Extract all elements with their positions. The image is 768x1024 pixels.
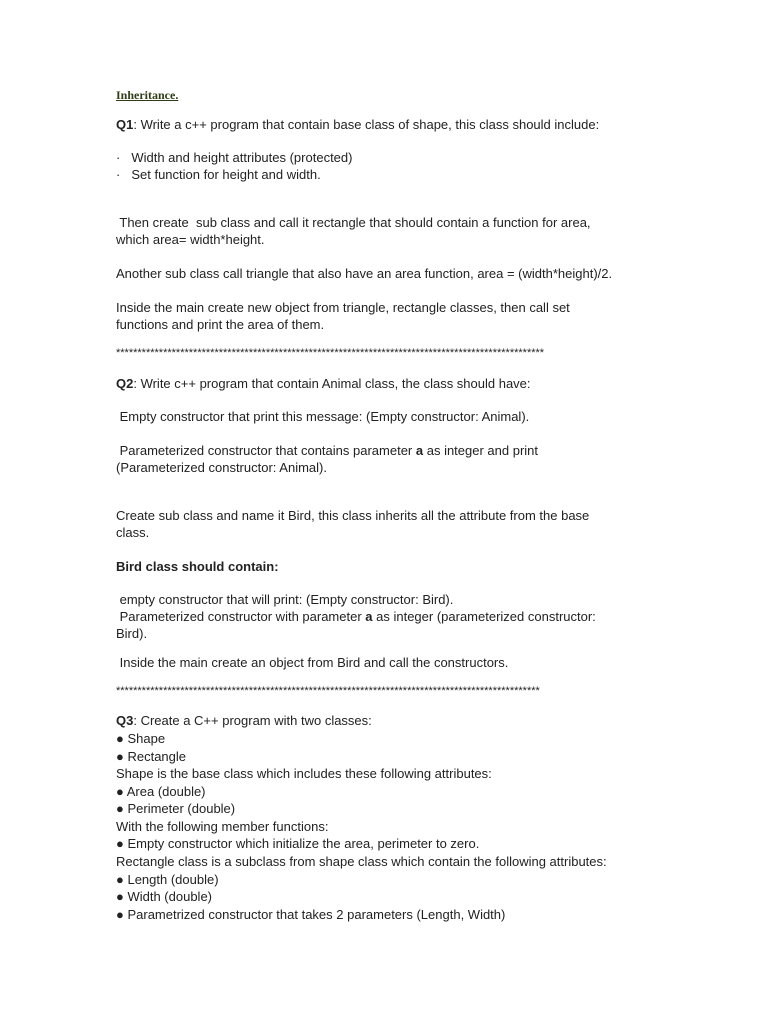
q3-line: ● Length (double): [116, 872, 219, 887]
q2-main-line: Inside the main create an object from Bird and call the constructors.: [116, 655, 509, 670]
q1-intro-text: : Write a c++ program that contain base class of shape, this class should include:: [133, 117, 600, 132]
bird-class-heading: Bird class should contain:: [116, 559, 279, 574]
q2-param-text: Parameterized constructor that contains parameter: [116, 443, 416, 458]
bird-param-constructor-line-2: Bird).: [116, 626, 148, 641]
q1-para-1-line-2: which area= width*height.: [116, 232, 265, 247]
q3-line: Shape is the base class which includes these following attributes:: [116, 766, 492, 781]
bird-param-text-post: as integer (parameterized constructor:: [372, 609, 596, 624]
q2-param-constructor-line-2: (Parameterized constructor: Animal).: [116, 460, 327, 475]
q1-label: Q1: [116, 117, 134, 132]
q1-para-3-line-1: Inside the main create new object from triangle, rectangle classes, then call set: [116, 300, 570, 315]
q2-intro: [116, 375, 531, 392]
q2-intro-text: : Write c++ program that contain Animal class, the class should have:: [133, 376, 531, 391]
separator-1: ****************************************************************************************************: [116, 347, 545, 359]
q3-line: ● Area (double): [116, 784, 206, 799]
q1-bullet-2: [116, 166, 321, 183]
bird-param-a: a: [365, 609, 373, 624]
q3-line: ● Rectangle: [116, 749, 187, 764]
q2-param-constructor-line-1: [116, 442, 538, 459]
q2-subclass-line-2: class.: [116, 525, 150, 540]
q2-subclass-line-1: Create sub class and name it Bird, this class inherits all the attribute from the base: [116, 508, 590, 523]
q2-param-a: a: [415, 443, 424, 458]
q3-line: ● Shape: [116, 731, 166, 746]
q3-intro-text: : Create a C++ program with two classes:: [133, 713, 372, 728]
q3-label: Q3: [116, 713, 134, 728]
q2-empty-constructor: Empty constructor that print this message: (Empty constructor: Animal).: [116, 409, 530, 424]
q3-intro: [116, 712, 372, 729]
q1-para-1-line-1: Then create sub class and call it rectangle that should contain a function for area,: [116, 215, 591, 230]
separator-2: ***************************************************************************************************: [116, 685, 540, 697]
q2-param-text-post: as integer and print: [423, 443, 539, 458]
q1-para-3-line-2: functions and print the area of them.: [116, 317, 325, 332]
document-title: Inheritance.: [116, 88, 179, 102]
bird-empty-constructor: empty constructor that will print: (Empty constructor: Bird).: [116, 592, 454, 607]
q1-bullet-1: [116, 149, 352, 166]
q2-label: Q2: [116, 376, 134, 391]
q1-para-2: Another sub class call triangle that also have an area function, area = (width*height)/2.: [116, 266, 613, 281]
q3-line: Rectangle class is a subclass from shape class which contain the following attributes:: [116, 854, 607, 869]
q1-bullet-text: Set function for height and width.: [131, 167, 321, 182]
bullet-dot: ·: [116, 150, 121, 165]
q3-line: ● Width (double): [116, 889, 213, 904]
q3-line: ● Perimeter (double): [116, 801, 236, 816]
q3-line: ● Empty constructor which initialize the area, perimeter to zero.: [116, 836, 480, 851]
q1-intro: [116, 116, 599, 133]
bird-param-text: Parameterized constructor with parameter: [116, 609, 366, 624]
bird-param-constructor-line-1: [116, 608, 596, 625]
q3-line: With the following member functions:: [116, 819, 329, 834]
bullet-dot: ·: [116, 167, 121, 182]
q1-bullet-text: Width and height attributes (protected): [131, 150, 353, 165]
q3-line: ● Parametrized constructor that takes 2 parameters (Length, Width): [116, 907, 506, 922]
